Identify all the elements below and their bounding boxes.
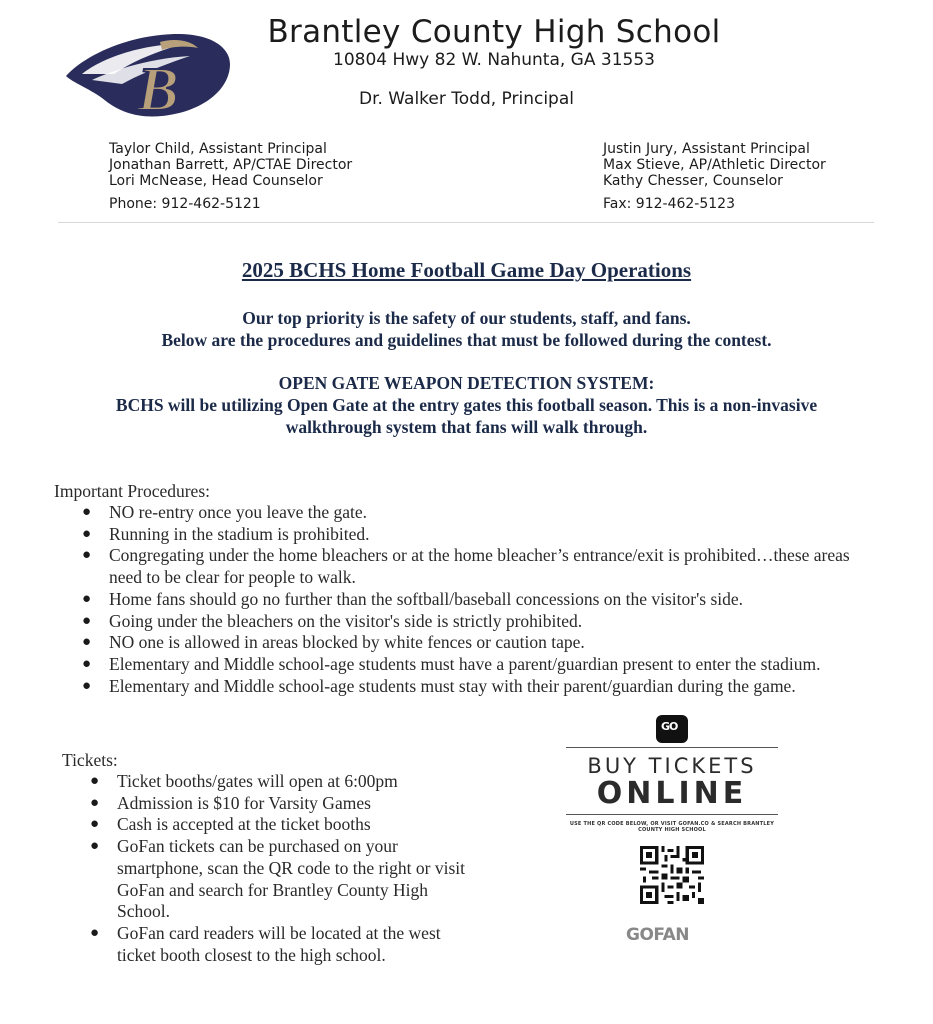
staff-entry: Jonathan Barrett, AP/CTAE Director (109, 157, 353, 173)
list-item (90, 836, 472, 923)
list-item (82, 502, 879, 524)
bullet-icon: ● (90, 816, 100, 833)
staff-entry: Max Stieve, AP/Athletic Director (603, 157, 826, 173)
weapon-detection-line-2: walkthrough system that fans will walk through. (285, 417, 648, 437)
tickets-heading: Tickets: (62, 750, 118, 770)
weapon-detection-line-1: BCHS will be utilizing Open Gate at the entry gates this football season. This is a non-invasive (115, 395, 818, 415)
list-item (82, 588, 879, 611)
list-item-text: Cash is accepted at the ticket booths (117, 814, 371, 835)
logo-letter: B (137, 56, 179, 120)
bullet-icon: ● (82, 547, 92, 564)
staff-entry: Taylor Child, Assistant Principal (109, 141, 327, 157)
ticket-instructions: USE THE QR CODE BELOW, OR VISIT GOFAN.CO & SEARCH BRANTLEY COUNTY HIGH SCHOOL (569, 821, 775, 833)
list-item (90, 771, 472, 793)
list-item (90, 792, 472, 815)
bullet-icon: ● (82, 634, 92, 651)
ticket-graphic-divider-bottom (566, 814, 778, 815)
tickets-list (90, 771, 472, 966)
list-item (82, 675, 879, 698)
list-item (90, 922, 472, 966)
list-item-text: Going under the bleachers on the visitor's side is strictly prohibited. (109, 610, 583, 631)
school-address: 10804 Hwy 82 W. Nahunta, GA 31553 (333, 50, 655, 70)
bullet-icon: ● (90, 773, 100, 789)
weapon-detection-heading: OPEN GATE WEAPON DETECTION SYSTEM: (278, 373, 655, 393)
staff-entry: Justin Jury, Assistant Principal (603, 141, 810, 157)
principal-name: Dr. Walker Todd, Principal (358, 89, 574, 109)
ticket-graphic-divider-top (566, 747, 778, 748)
bullet-icon: ● (82, 525, 92, 542)
list-item-text: GoFan tickets can be purchased on your smartphone, scan the QR code to the right or visit GoFan and search for Brantley County High School. (117, 836, 465, 922)
list-item-text: Elementary and Middle school-age students must have a parent/guardian present to enter the stadium. (109, 653, 821, 674)
bullet-icon: ● (82, 677, 92, 694)
online-heading: ONLINE (596, 776, 748, 811)
staff-entry: Kathy Chesser, Counselor (603, 173, 783, 189)
procedures-list (82, 502, 879, 697)
gofan-logo: GOFAN (626, 925, 689, 945)
qr-code-icon[interactable] (640, 846, 704, 904)
list-item (82, 632, 879, 654)
fax-number: Fax: 912-462-5123 (603, 196, 735, 212)
header-divider (58, 222, 874, 223)
list-item-text: NO one is allowed in areas blocked by white fences or caution tape. (109, 632, 585, 653)
list-item (82, 653, 879, 676)
list-item-text: Home fans should go no further than the softball/baseball concessions on the visitor's side. (109, 588, 744, 609)
bullet-icon: ● (90, 924, 100, 941)
list-item (82, 545, 879, 588)
list-item-text: Elementary and Middle school-age students must stay with their parent/guardian during the game. (109, 675, 796, 696)
buy-tickets-heading: BUY TICKETS (587, 754, 757, 778)
list-item-text: NO re-entry once you leave the gate. (109, 502, 368, 522)
list-item (82, 610, 879, 633)
bullet-icon: ● (82, 655, 92, 672)
bullet-icon: ● (90, 838, 100, 855)
priority-line-1: Our top priority is the safety of our students, staff, and fans. (242, 308, 691, 328)
staff-list-left (109, 141, 352, 189)
school-name: Brantley County High School (267, 14, 721, 50)
list-item-text: Congregating under the home bleachers or at the home bleacher’s entrance/exit is prohibited…these areas need to be clear for people to walk. (109, 545, 850, 588)
bullet-icon: ● (82, 504, 92, 520)
list-item (82, 523, 879, 546)
priority-line-2: Below are the procedures and guidelines that must be followed during the contest. (161, 330, 772, 350)
phone-number: Phone: 912-462-5121 (109, 196, 261, 212)
gofan-app-icon (656, 715, 688, 743)
list-item-text: Admission is $10 for Varsity Games (117, 792, 371, 813)
bullet-icon: ● (82, 590, 92, 607)
procedures-heading: Important Procedures: (54, 481, 210, 501)
staff-entry: Lori McNease, Head Counselor (109, 173, 323, 189)
document-title: 2025 BCHS Home Football Game Day Operations (241, 258, 692, 282)
list-item-text: Running in the stadium is prohibited. (109, 523, 370, 544)
gofan-app-icon-glyph: GO (661, 720, 678, 733)
list-item-text: GoFan card readers will be located at the west ticket booth closest to the high school. (117, 922, 441, 965)
bullet-icon: ● (90, 794, 100, 811)
list-item (90, 814, 472, 836)
staff-list-right (603, 141, 826, 189)
bullet-icon: ● (82, 612, 92, 629)
list-item-text: Ticket booths/gates will open at 6:00pm (117, 771, 398, 791)
